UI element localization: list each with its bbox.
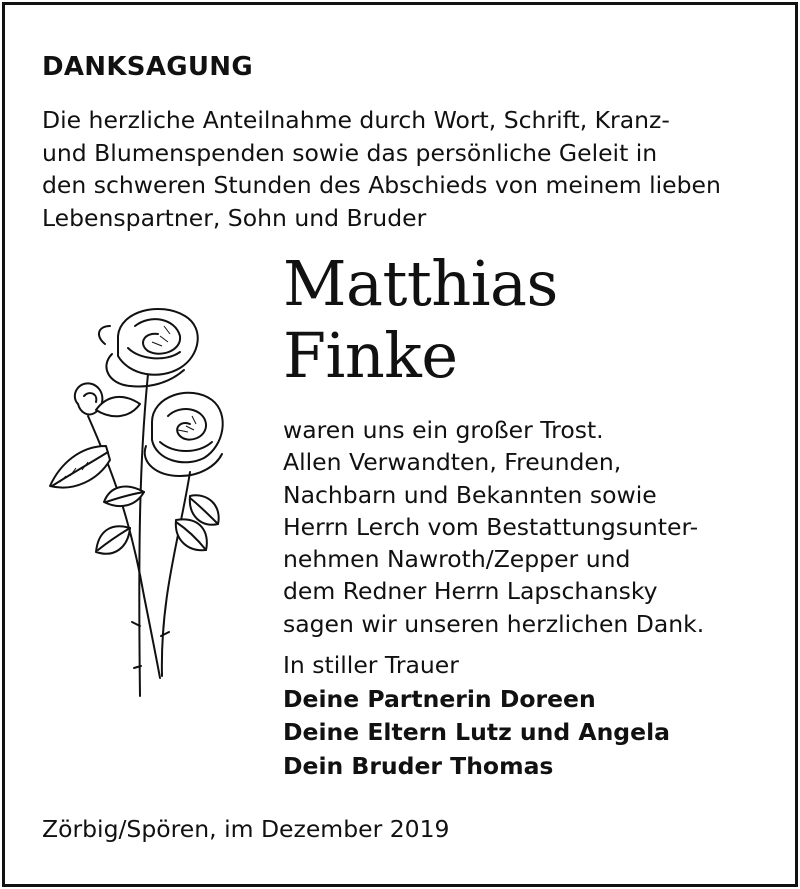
thanks-line: waren uns ein großer Trost. (283, 416, 604, 444)
thanks-line: nehmen Nawroth/Zepper und (283, 545, 631, 574)
thanks-paragraph (283, 414, 704, 640)
thanks-line: Nachbarn und Bekannten sowie (283, 480, 657, 509)
first-name: Matthias (283, 247, 558, 320)
signature-intro: In stiller Trauer (283, 651, 459, 679)
signature-partner: Deine Partnerin Doreen (283, 684, 596, 713)
signature-parents: Deine Eltern Lutz und Angela (283, 718, 670, 746)
intro-line: und Blumenspenden sowie das persönliche Geleit in (42, 138, 658, 167)
thanks-line: dem Redner Herrn Lapschansky (283, 577, 658, 606)
intro-paragraph (42, 104, 762, 234)
rose-drawing-icon (40, 296, 240, 706)
notice-heading: DANKSAGUNG (42, 52, 254, 82)
place-date: Zörbig/Spören, im Dezember 2019 (42, 815, 450, 843)
signature-brother: Dein Bruder Thomas (283, 751, 554, 780)
thanks-line: sagen wir unseren herzlichen Dank. (283, 609, 705, 638)
signature-block (283, 649, 670, 783)
thanks-line: Allen Verwandten, Freunden, (283, 448, 622, 477)
thanks-line: Herrn Lerch vom Bestattungsunter- (283, 512, 699, 541)
last-name: Finke (283, 319, 458, 392)
deceased-name (283, 248, 558, 392)
intro-line: Lebenspartner, Sohn und Bruder (42, 203, 427, 232)
intro-line: den schweren Stunden des Abschieds von meinem lieben (42, 171, 721, 199)
intro-line: Die herzliche Anteilnahme durch Wort, Schrift, Kranz- (42, 106, 670, 134)
